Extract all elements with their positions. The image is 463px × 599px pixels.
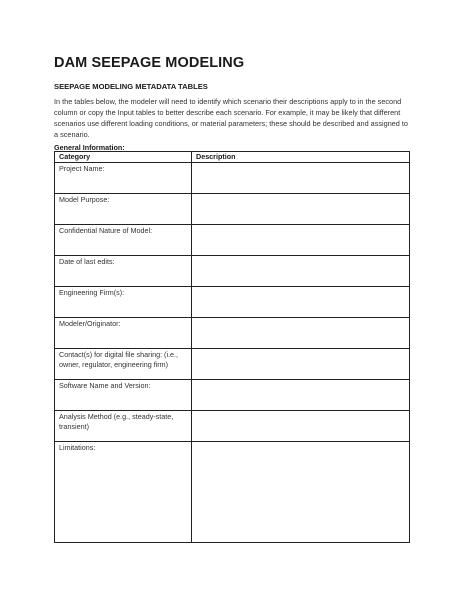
category-cell: Project Name: <box>55 163 192 194</box>
category-cell: Analysis Method (e.g., steady-state, transient) <box>55 411 192 442</box>
table-header-row <box>55 152 410 163</box>
category-cell: Software Name and Version: <box>55 380 192 411</box>
table-row-confidential-nature <box>55 225 410 256</box>
category-cell: Contact(s) for digital file sharing: (i.e., owner, regulator, engineering firm) <box>55 349 192 380</box>
category-cell: Model Purpose: <box>55 194 192 225</box>
general-information-label: General Information: <box>54 143 125 152</box>
table-row-modeler-originator <box>55 318 410 349</box>
intro-paragraph: In the tables below, the modeler will need to identify which scenario their descriptions apply to in the second column or copy the Input tables to better describe each scenario. For example, it may be likely that different scenarios use different loading conditions, or material parameters; these should be described and assigned to a scenario. <box>54 97 408 139</box>
description-cell[interactable] <box>192 163 410 194</box>
category-column-header: Category <box>55 152 192 163</box>
table-row-engineering-firms <box>55 287 410 318</box>
section-heading: SEEPAGE MODELING METADATA TABLES <box>54 82 208 91</box>
description-cell[interactable] <box>192 287 410 318</box>
category-cell: Limitations: <box>55 442 192 543</box>
category-cell: Modeler/Originator: <box>55 318 192 349</box>
table-row-analysis-method <box>55 411 410 442</box>
description-cell[interactable] <box>192 194 410 225</box>
table-row-date-of-last-edits <box>55 256 410 287</box>
description-cell[interactable] <box>192 318 410 349</box>
table-row-contacts <box>55 349 410 380</box>
description-cell[interactable] <box>192 256 410 287</box>
category-cell: Confidential Nature of Model: <box>55 225 192 256</box>
table-row-project-name <box>55 163 410 194</box>
table-row-software-name-version <box>55 380 410 411</box>
description-cell[interactable] <box>192 380 410 411</box>
table-row-model-purpose <box>55 194 410 225</box>
description-cell[interactable] <box>192 411 410 442</box>
document-title: DAM SEEPAGE MODELING <box>54 55 245 71</box>
description-cell[interactable] <box>192 442 410 543</box>
table-row-limitations <box>55 442 410 543</box>
description-column-header: Description <box>192 152 410 163</box>
category-cell: Date of last edits: <box>55 256 192 287</box>
description-cell[interactable] <box>192 349 410 380</box>
general-information-table <box>54 151 410 543</box>
category-cell: Engineering Firm(s): <box>55 287 192 318</box>
description-cell[interactable] <box>192 225 410 256</box>
